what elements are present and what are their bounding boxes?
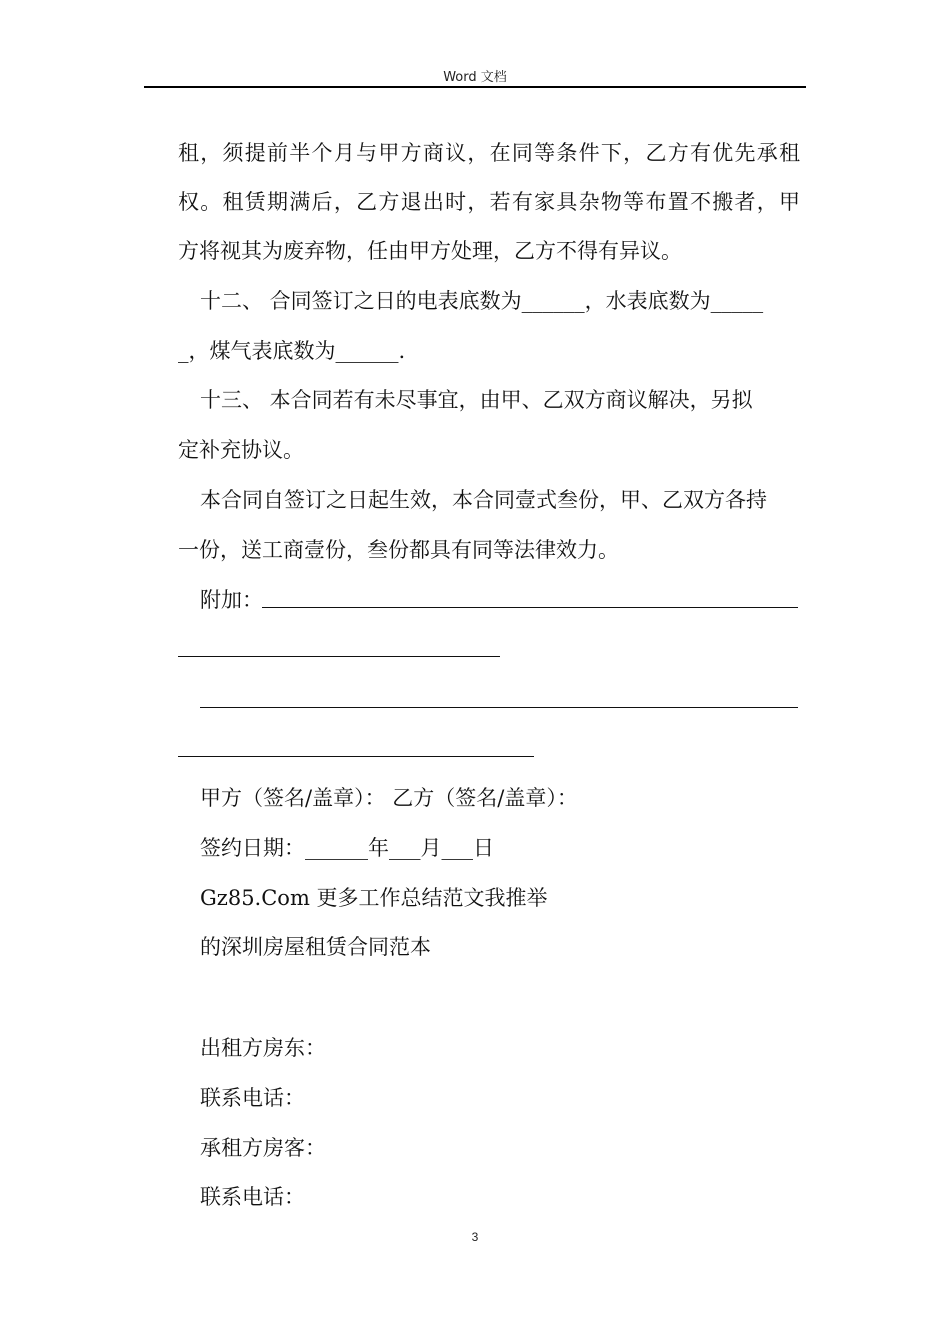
attachment-blank-3: [200, 707, 798, 708]
signature-line: 甲方（签名/盖章）： 乙方（签名/盖章）：: [200, 786, 578, 810]
signing-date-line: 签约日期：______年___月___日: [200, 836, 494, 860]
header-rule: [144, 86, 806, 88]
landlord-phone-label: 联系电话：: [200, 1086, 305, 1110]
next-document-title: 的深圳房屋租赁合同范本: [200, 935, 431, 959]
site-recommendation-line: Gz85.Com 更多工作总结范文我推举: [200, 886, 548, 910]
attachment-blank-1: [262, 607, 798, 608]
tenant-phone-label: 联系电话：: [200, 1185, 305, 1209]
clause-13-line-2: 定补充协议。: [178, 438, 304, 462]
attachment-blank-4: [178, 756, 534, 757]
clause-12-line-1: 十二、 合同签订之日的电表底数为______，水表底数为_____: [200, 289, 764, 313]
effect-line-1: 本合同自签订之日起生效，本合同壹式叁份，甲、乙双方各持: [200, 488, 767, 512]
clause-13-line-1: 十三、 本合同若有未尽事宜，由甲、乙双方商议解决，另拟: [200, 388, 753, 412]
attachment-blank-2: [178, 656, 500, 657]
paragraph-line-2: 权。租赁期满后，乙方退出时，若有家具杂物等布置不搬者，甲: [178, 190, 800, 214]
effect-line-2: 一份，送工商壹份，叁份都具有同等法律效力。: [178, 538, 619, 562]
clause-12-line-2: _，煤气表底数为______.: [178, 339, 406, 363]
page-number: 3: [471, 1230, 479, 1244]
tenant-label: 承租方房客：: [200, 1136, 326, 1160]
page-header: Word 文档: [443, 70, 507, 85]
paragraph-line-3: 方将视其为废弃物，任由甲方处理，乙方不得有异议。: [178, 239, 682, 263]
landlord-label: 出租方房东：: [200, 1036, 326, 1060]
paragraph-line-1: 租，须提前半个月与甲方商议，在同等条件下，乙方有优先承租: [178, 141, 800, 165]
attachment-label: 附加：: [200, 588, 263, 612]
